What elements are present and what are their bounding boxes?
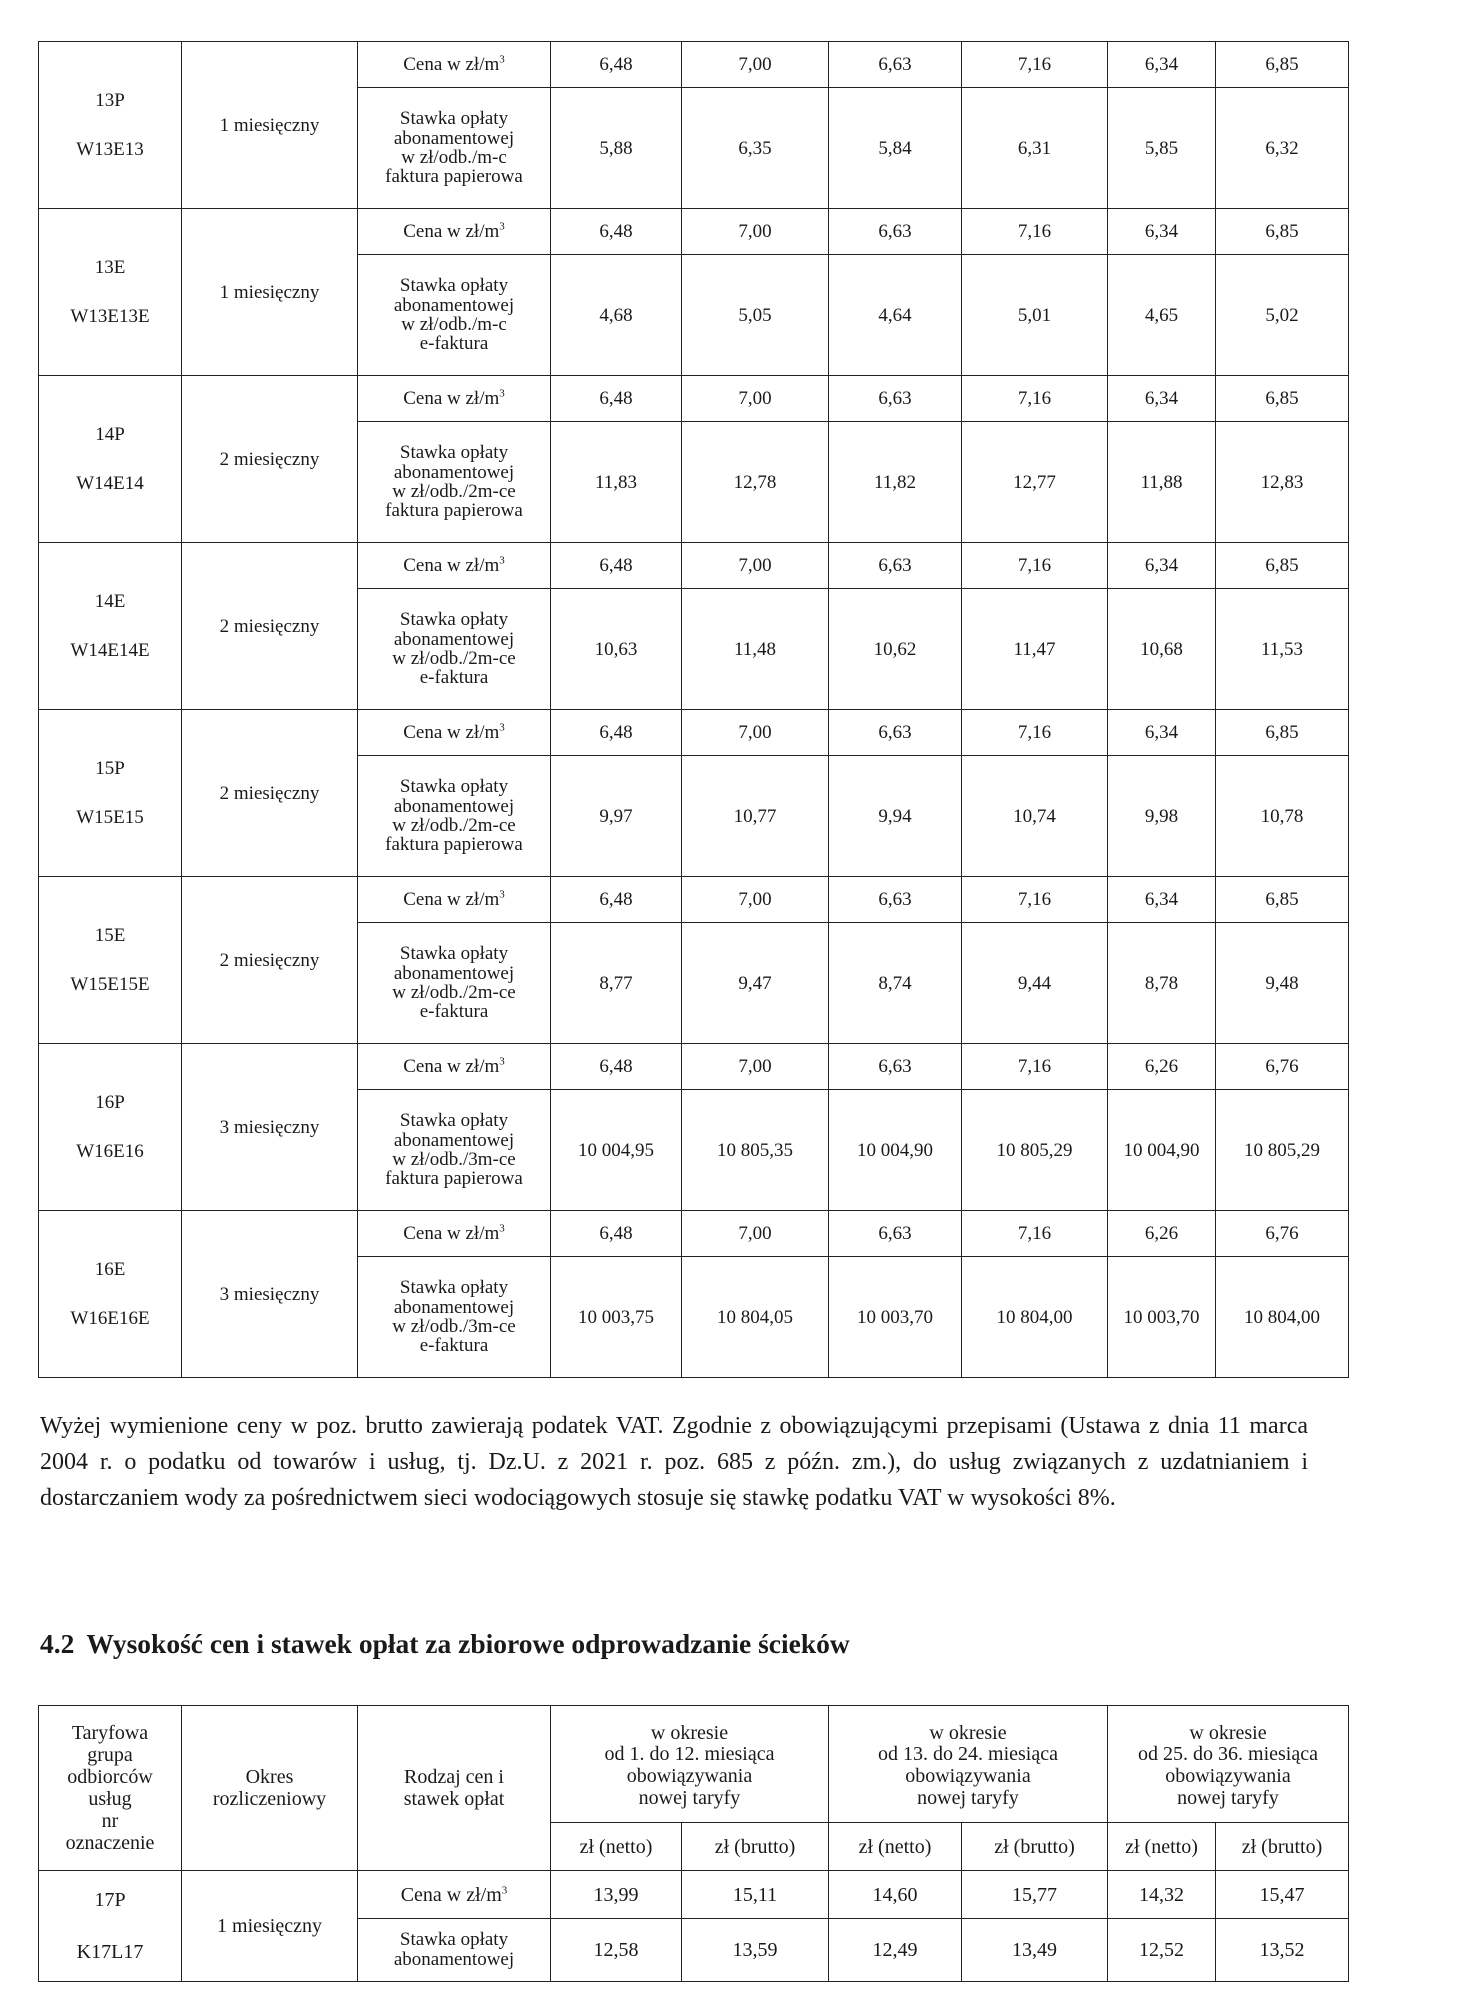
price-label: Cena w $zł/m^3$ (358, 710, 551, 756)
rate-label: Stawka opłaty abonamentowej w zł/odb./m-c faktura papierowa (358, 88, 551, 209)
price-value: 6,48 (551, 376, 682, 422)
price-value: 6,48 (551, 710, 682, 756)
rate-label: Stawka opłaty abonamentowej w zł/odb./2m-ce e-faktura (358, 589, 551, 710)
billing-period: 1 miesięczny (182, 1871, 358, 1982)
tariff-group-cell (39, 209, 182, 376)
tariff-group-cell (39, 710, 182, 877)
rate-label: Stawka opłaty abonamentowej w zł/odb./3m-ce e-faktura (358, 1257, 551, 1378)
rate-label: Stawka opłaty abonamentowej w zł/odb./2m-ce faktura papierowa (358, 422, 551, 543)
rate-value: 10 805,29 (1216, 1090, 1349, 1211)
table-row (39, 209, 1349, 255)
price-value: 7,00 (682, 209, 829, 255)
rate-value: 12,49 (829, 1919, 962, 1982)
price-value: 6,85 (1216, 209, 1349, 255)
header-period-3: w okresie od 25. do 36. miesiąca obowiązywania nowej taryfy (1108, 1706, 1349, 1823)
vat-note: Wyżej wymienione ceny w poz. brutto zawierają podatek VAT. Zgodnie z obowiązującymi przepisami (Ustawa z dnia 11 marca 2004 r. o podatku od towarów i usług, tj. Dz.U. z 2021 r. poz. 685 z późn. zm.), do usług związanych z uzdatnianiem i dostarczaniem wody za pośrednictwem sieci wodociągowych stosuje się stawkę podatku VAT w wysokości 8%. (40, 1413, 1308, 1511)
price-value: 6,34 (1108, 710, 1216, 756)
price-value: 6,34 (1108, 543, 1216, 589)
price-value: 7,00 (682, 710, 829, 756)
rate-label: Stawka opłaty abonamentowej (358, 1919, 551, 1982)
header-gross: zł (brutto) (1216, 1823, 1349, 1871)
price-value: 7,00 (682, 1211, 829, 1257)
price-value: 14,60 (829, 1871, 962, 1919)
price-label: Cena w $zł/m^3$ (358, 1871, 551, 1919)
rate-value: 10 003,70 (1108, 1257, 1216, 1378)
price-value: 6,63 (829, 543, 962, 589)
tariff-group: 15E (94, 925, 126, 946)
header-tariff-group: Taryfowa grupa odbiorców usług nr oznaczenie (39, 1706, 182, 1871)
tariff-code: W13E13E (70, 306, 150, 327)
price-value: 6,63 (829, 42, 962, 88)
price-value: 6,48 (551, 209, 682, 255)
rate-value: 10,68 (1108, 589, 1216, 710)
rate-label: Stawka opłaty abonamentowej w zł/odb./m-c e-faktura (358, 255, 551, 376)
rate-value: 10 805,29 (962, 1090, 1108, 1211)
price-value: 15,11 (682, 1871, 829, 1919)
billing-period: 3 miesięczny (182, 1211, 358, 1378)
rate-value: 9,94 (829, 756, 962, 877)
price-value: 14,32 (1108, 1871, 1216, 1919)
price-label: Cena w $zł/m^3$ (358, 877, 551, 923)
price-value: 6,26 (1108, 1044, 1216, 1090)
rate-value: 5,88 (551, 88, 682, 209)
rate-value: 10 004,90 (829, 1090, 962, 1211)
rate-value: 12,52 (1108, 1919, 1216, 1982)
tariff-group-cell (39, 543, 182, 710)
price-value: 6,76 (1216, 1211, 1349, 1257)
price-value: 6,85 (1216, 376, 1349, 422)
rate-value: 10 004,90 (1108, 1090, 1216, 1211)
tariff-group-cell (39, 877, 182, 1044)
price-value: 6,34 (1108, 42, 1216, 88)
rate-value: 11,88 (1108, 422, 1216, 543)
billing-period: 1 miesięczny (182, 42, 358, 209)
tariff-code: W15E15E (70, 974, 150, 995)
rate-value: 10,63 (551, 589, 682, 710)
tariff-group-cell (39, 1044, 182, 1211)
table-row (39, 710, 1349, 756)
tariff-group: 16P (95, 1092, 125, 1113)
billing-period: 2 miesięczny (182, 710, 358, 877)
table-row (39, 1871, 1349, 1919)
price-value: 6,85 (1216, 42, 1349, 88)
price-value: 6,34 (1108, 376, 1216, 422)
rate-value: 10 804,00 (962, 1257, 1108, 1378)
water-tariff-table (38, 41, 1349, 1378)
price-value: 6,85 (1216, 877, 1349, 923)
section-title: Wysokość cen i stawek opłat za zbiorowe odprowadzanie ścieków (86, 1628, 850, 1659)
rate-value: 12,58 (551, 1919, 682, 1982)
rate-value: 6,35 (682, 88, 829, 209)
header-gross: zł (brutto) (682, 1823, 829, 1871)
rate-value: 8,77 (551, 923, 682, 1044)
price-value: 7,00 (682, 543, 829, 589)
price-value: 7,16 (962, 376, 1108, 422)
price-value: 6,48 (551, 543, 682, 589)
tariff-group-cell (39, 42, 182, 209)
rate-value: 10 804,00 (1216, 1257, 1349, 1378)
rate-value: 8,74 (829, 923, 962, 1044)
rate-value: 4,68 (551, 255, 682, 376)
rate-value: 10 804,05 (682, 1257, 829, 1378)
rate-value: 12,78 (682, 422, 829, 543)
rate-value: 10 003,75 (551, 1257, 682, 1378)
tariff-group-cell (39, 1211, 182, 1378)
price-label: Cena w $zł/m^3$ (358, 1211, 551, 1257)
rate-value: 9,47 (682, 923, 829, 1044)
header-period-2: w okresie od 13. do 24. miesiąca obowiązywania nowej taryfy (829, 1706, 1108, 1823)
billing-period: 2 miesięczny (182, 376, 358, 543)
table-row (39, 376, 1349, 422)
rate-value: 8,78 (1108, 923, 1216, 1044)
rate-value: 10 004,95 (551, 1090, 682, 1211)
price-value: 7,16 (962, 710, 1108, 756)
section-number: 4.2 (40, 1628, 75, 1659)
rate-value: 9,97 (551, 756, 682, 877)
table-row (39, 543, 1349, 589)
rate-value: 10,78 (1216, 756, 1349, 877)
section-heading (40, 1628, 850, 1660)
price-label: Cena w $zł/m^3$ (358, 376, 551, 422)
tariff-code: W16E16 (76, 1141, 144, 1162)
rate-value: 5,02 (1216, 255, 1349, 376)
tariff-group: 13E (94, 257, 126, 278)
rate-value: 5,85 (1108, 88, 1216, 209)
price-value: 6,34 (1108, 209, 1216, 255)
rate-value: 10 003,70 (829, 1257, 962, 1378)
price-value: 6,76 (1216, 1044, 1349, 1090)
rate-value: 4,65 (1108, 255, 1216, 376)
price-value: 7,16 (962, 877, 1108, 923)
price-value: 7,16 (962, 42, 1108, 88)
rate-value: 11,48 (682, 589, 829, 710)
rate-value: 10,74 (962, 756, 1108, 877)
rate-value: 4,64 (829, 255, 962, 376)
price-value: 15,47 (1216, 1871, 1349, 1919)
rate-value: 5,05 (682, 255, 829, 376)
header-gross: zł (brutto) (962, 1823, 1108, 1871)
tariff-group: 14E (94, 591, 126, 612)
rate-value: 6,31 (962, 88, 1108, 209)
price-value: 6,63 (829, 376, 962, 422)
rate-value: 13,59 (682, 1919, 829, 1982)
price-value: 7,16 (962, 209, 1108, 255)
rate-value: 11,47 (962, 589, 1108, 710)
rate-value: 6,32 (1216, 88, 1349, 209)
rate-value: 10,62 (829, 589, 962, 710)
tariff-group-cell (39, 376, 182, 543)
header-period-1: w okresie od 1. do 12. miesiąca obowiązywania nowej taryfy (551, 1706, 829, 1823)
rate-value: 12,83 (1216, 422, 1349, 543)
price-label: Cena w $zł/m^3$ (358, 42, 551, 88)
price-value: 6,63 (829, 209, 962, 255)
table-row (39, 42, 1349, 88)
rate-value: 11,83 (551, 422, 682, 543)
tariff-code: K17L17 (76, 1941, 144, 1963)
billing-period: 1 miesięczny (182, 209, 358, 376)
billing-period: 2 miesięczny (182, 877, 358, 1044)
rate-value: 11,53 (1216, 589, 1349, 710)
price-value: 6,48 (551, 1211, 682, 1257)
rate-value: 9,48 (1216, 923, 1349, 1044)
tariff-code: W14E14 (76, 473, 144, 494)
table-row (39, 1044, 1349, 1090)
tariff-group: 13P (95, 90, 125, 111)
billing-period: 3 miesięczny (182, 1044, 358, 1211)
tariff-code: W15E15 (76, 807, 144, 828)
tariff-group: 14P (95, 424, 125, 445)
price-value: 6,85 (1216, 543, 1349, 589)
header-net: zł (netto) (829, 1823, 962, 1871)
tariff-code: W16E16E (70, 1308, 150, 1329)
rate-label: Stawka opłaty abonamentowej w zł/odb./2m-ce e-faktura (358, 923, 551, 1044)
price-value: 6,63 (829, 1211, 962, 1257)
price-value: 7,00 (682, 877, 829, 923)
price-label: Cena w $zł/m^3$ (358, 209, 551, 255)
rate-value: 13,52 (1216, 1919, 1349, 1982)
rate-value: 9,44 (962, 923, 1108, 1044)
price-value: 6,85 (1216, 710, 1349, 756)
price-label: Cena w $zł/m^3$ (358, 1044, 551, 1090)
price-value: 6,34 (1108, 877, 1216, 923)
header-net: zł (netto) (551, 1823, 682, 1871)
price-value: 13,99 (551, 1871, 682, 1919)
rate-value: 5,84 (829, 88, 962, 209)
price-value: 6,48 (551, 42, 682, 88)
price-label: Cena w $zł/m^3$ (358, 543, 551, 589)
rate-value: 10 805,35 (682, 1090, 829, 1211)
header-row (39, 1706, 1349, 1823)
price-value: 6,48 (551, 877, 682, 923)
tariff-group-cell (39, 1871, 182, 1982)
price-value: 15,77 (962, 1871, 1108, 1919)
table-row (39, 1211, 1349, 1257)
header-net: zł (netto) (1108, 1823, 1216, 1871)
rate-label: Stawka opłaty abonamentowej w zł/odb./3m-ce faktura papierowa (358, 1090, 551, 1211)
rate-value: 13,49 (962, 1919, 1108, 1982)
price-value: 7,00 (682, 1044, 829, 1090)
price-value: 7,00 (682, 42, 829, 88)
rate-value: 5,01 (962, 255, 1108, 376)
tariff-group: 17P (94, 1889, 126, 1911)
sewage-tariff-table (38, 1705, 1349, 1982)
tariff-code: W14E14E (70, 640, 150, 661)
price-value: 6,48 (551, 1044, 682, 1090)
header-billing-period: Okres rozliczeniowy (182, 1706, 358, 1871)
rate-value: 12,77 (962, 422, 1108, 543)
price-value: 6,63 (829, 710, 962, 756)
tariff-code: W13E13 (76, 139, 144, 160)
price-value: 6,63 (829, 1044, 962, 1090)
table-row (39, 877, 1349, 923)
price-value: 6,63 (829, 877, 962, 923)
price-value: 7,16 (962, 543, 1108, 589)
tariff-group: 15P (95, 758, 125, 779)
rate-label: Stawka opłaty abonamentowej w zł/odb./2m-ce faktura papierowa (358, 756, 551, 877)
price-value: 7,16 (962, 1044, 1108, 1090)
header-price-type: Rodzaj cen i stawek opłat (358, 1706, 551, 1871)
rate-value: 10,77 (682, 756, 829, 877)
rate-value: 11,82 (829, 422, 962, 543)
billing-period: 2 miesięczny (182, 543, 358, 710)
price-value: 7,00 (682, 376, 829, 422)
price-value: 7,16 (962, 1211, 1108, 1257)
rate-value: 9,98 (1108, 756, 1216, 877)
tariff-group: 16E (94, 1259, 126, 1280)
price-value: 6,26 (1108, 1211, 1216, 1257)
